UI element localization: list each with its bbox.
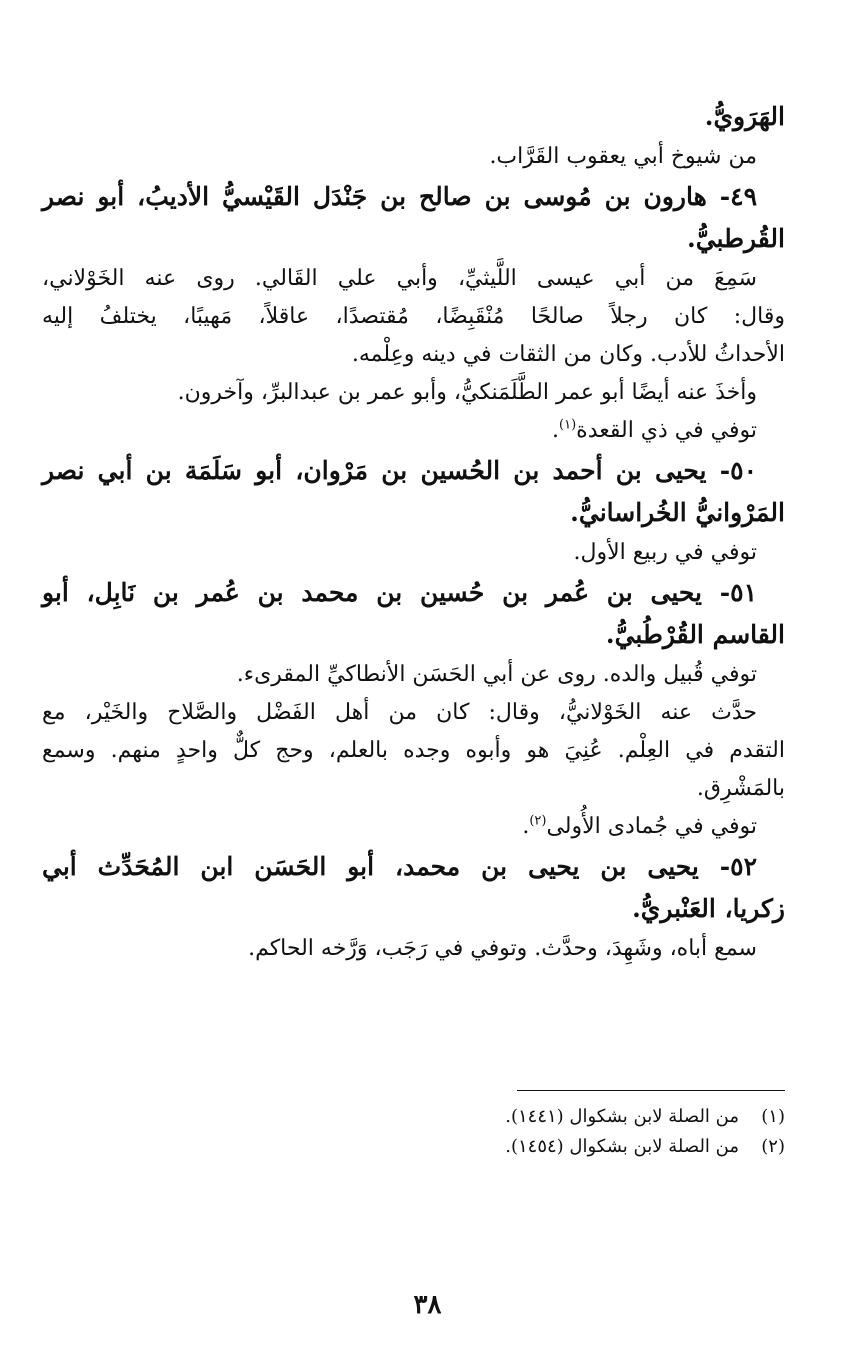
entry-heading-52: ٥٢- يحيى بن يحيى بن محمد، أبو الحَسَن ابن المُحَدِّث أبي	[42, 852, 757, 881]
footnote-marker-2: (٢)	[529, 813, 547, 829]
text-line-with-note	[42, 412, 785, 450]
text-line: سَمِعَ من أبي عيسى اللَّيثيِّ، وأبي علي القَالي. روى عنه الخَوْلاني،	[42, 266, 757, 291]
entry-heading-50-cont: المَرْوانيُّ الخُراسانيُّ.	[570, 498, 785, 527]
text-line: حدَّث عنه الخَوْلانيُّ، وقال: كان من أهل الفَضْل والصَّلاح والخَيْر، مع	[42, 700, 757, 725]
footnote-text: من الصلة لابن بشكوال (١٤٥٤).	[505, 1136, 739, 1157]
text-line: الأحداثُ للأدب. وكان من الثقات في دينه وعِلْمه.	[351, 342, 785, 367]
text-line: توفي قُبيل والده. روى عن أبي الحَسَن الأنطاكيِّ المقرىء.	[236, 662, 757, 687]
footnote-divider	[517, 1090, 785, 1091]
text-line: وأخذَ عنه أيضًا أبو عمر الطَّلَمَنكيُّ، وأبو عمر بن عبدالبرِّ، وآخرون.	[177, 380, 757, 405]
footnote-marker-1: (١)	[559, 417, 577, 433]
page-number: ٣٨	[413, 1290, 442, 1320]
text-span: .	[552, 418, 560, 443]
entry-heading-50: ٥٠- يحيى بن أحمد بن الحُسين بن مَرْوان، أبو سَلَمَة بن أبي نصر	[42, 456, 757, 485]
entry-heading-49-cont: القُرطبيُّ.	[687, 224, 785, 253]
footnote-1	[300, 1102, 785, 1132]
footnotes	[300, 1102, 785, 1162]
text-span: .	[522, 814, 530, 839]
entry-heading-49: ٤٩- هارون بن مُوسى بن صالح بن جَنْدَل القَيْسيُّ الأديبُ، أبو نصر	[42, 182, 757, 211]
text-line: بالمَشْرِق.	[696, 776, 785, 801]
entry-heading-51-cont: القاسم القُرْطُبيُّ.	[605, 620, 785, 649]
entry-heading-51: ٥١- يحيى بن عُمر بن حُسين بن محمد بن عُمر بن نَابِل، أبو	[42, 578, 757, 607]
text-span: توفي في جُمادى الأُولى	[546, 814, 757, 839]
text-line: توفي في ربيع الأول.	[573, 540, 757, 565]
footnote-text: من الصلة لابن بشكوال (١٤٤١).	[505, 1106, 739, 1127]
entry-name-line: الهَرَويُّ.	[704, 102, 785, 131]
text-line: وقال: كان رجلاً صالحًا مُنْقَبِضًا، مُقتصدًا، عاقلاً، مَهيبًا، يختلفُ إليه	[42, 304, 785, 329]
text-line: التقدم في العِلْم. عُنِيَ هو وأبوه وجده بالعلم، وحج كلٌّ واحدٍ منهم. وسمع	[42, 738, 785, 763]
footnote-number: (٢)	[761, 1136, 785, 1157]
text-span: توفي في ذي القعدة	[576, 418, 757, 443]
main-text	[42, 96, 785, 968]
footnote-number: (١)	[761, 1106, 785, 1127]
footnote-2	[300, 1132, 785, 1162]
text-line: من شيوخ أبي يعقوب القَرَّاب.	[489, 144, 757, 169]
text-line-with-note	[42, 808, 785, 846]
text-line: سمع أباه، وشَهِدَ، وحدَّث. وتوفي في رَجَب، وَرَّخه الحاكم.	[248, 936, 757, 961]
entry-heading-52-cont: زكريا، العَنْبريُّ.	[632, 894, 785, 923]
